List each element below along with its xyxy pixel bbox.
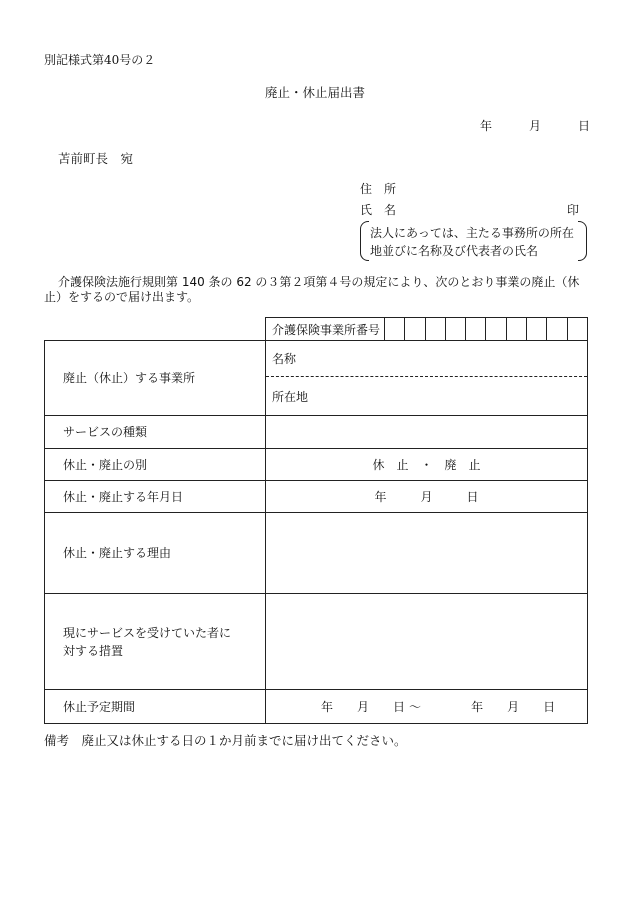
office-number-digit[interactable] xyxy=(405,318,425,340)
date-label: 休止・廃止する年月日 xyxy=(45,481,266,512)
office-number-label: 介護保険事業所番号 xyxy=(266,318,385,340)
service-type-label: サービスの種類 xyxy=(45,416,266,448)
measures-field[interactable] xyxy=(266,594,587,689)
date-day: 日 xyxy=(466,490,479,504)
seal-label: 印 xyxy=(567,203,580,217)
facility-value xyxy=(266,341,587,415)
service-type-row xyxy=(45,416,587,449)
name-label: 氏 名 xyxy=(360,203,397,217)
date-day: 日 xyxy=(578,119,591,133)
period-field[interactable] xyxy=(266,690,587,723)
date-field[interactable] xyxy=(266,481,587,512)
reason-field[interactable] xyxy=(266,513,587,593)
office-number-digit[interactable] xyxy=(486,318,506,340)
period-start-month: 月 xyxy=(357,700,370,714)
reason-row xyxy=(45,513,587,594)
category-label: 休止・廃止の別 xyxy=(45,449,266,480)
facility-name-label: 名称 xyxy=(272,352,297,366)
measures-row xyxy=(45,594,587,690)
period-end-year: 年 xyxy=(471,700,484,714)
office-number-digit[interactable] xyxy=(527,318,547,340)
facility-name-field[interactable] xyxy=(266,341,587,377)
period-end-day: 日 xyxy=(543,700,556,714)
corporate-note: 法人にあっては、主たる事務所の所在地並びに名称及び代表者の氏名 xyxy=(370,226,574,258)
facility-location-field[interactable] xyxy=(266,377,587,415)
office-number-digit[interactable] xyxy=(466,318,486,340)
measures-label: 現にサービスを受けていた者に対する措置 xyxy=(45,594,266,689)
period-start-year: 年 xyxy=(321,700,334,714)
form-table xyxy=(44,340,588,724)
period-start-day: 日 xyxy=(393,700,406,714)
facility-row xyxy=(45,341,587,416)
page-title: 廃止・休止届出書 xyxy=(264,85,365,100)
office-number-digit[interactable] xyxy=(547,318,567,340)
office-number-row xyxy=(265,317,588,341)
date-month: 月 xyxy=(420,490,433,504)
period-row xyxy=(45,690,587,723)
period-label: 休止予定期間 xyxy=(45,690,266,723)
address-label: 住 所 xyxy=(360,182,397,196)
submission-date xyxy=(480,117,590,134)
category-row xyxy=(45,449,587,481)
office-number-digit[interactable] xyxy=(385,318,405,340)
reason-label: 休止・廃止する理由 xyxy=(45,513,266,593)
date-year: 年 xyxy=(374,490,387,504)
category-field[interactable] xyxy=(266,449,587,480)
facility-label: 廃止（休止）する事業所 xyxy=(45,341,266,415)
date-month: 月 xyxy=(529,119,542,133)
bracket-left xyxy=(360,221,369,261)
office-number-digit[interactable] xyxy=(507,318,527,340)
office-number-digit[interactable] xyxy=(568,318,587,340)
addressee: 苫前町長 宛 xyxy=(58,151,134,166)
office-number-digit[interactable] xyxy=(426,318,446,340)
facility-location-label: 所在地 xyxy=(272,389,309,404)
period-tilde: ～ xyxy=(409,700,422,714)
date-row xyxy=(45,481,587,513)
service-type-field[interactable] xyxy=(266,416,587,448)
body-text: 介護保険法施行規則第 140 条の 62 の３第２項第４号の規定により、次のとおり事業の廃止（休止）をするので届け出ます。 xyxy=(44,275,580,304)
period-end-month: 月 xyxy=(507,700,520,714)
remark: 備考 廃止又は休止する日の１か月前までに届け出てください。 xyxy=(44,733,407,748)
category-value: 休 止 ・ 廃 止 xyxy=(372,458,481,472)
date-year: 年 xyxy=(480,119,493,133)
form-label: 別記様式第40号の２ xyxy=(44,53,156,67)
office-number-digit[interactable] xyxy=(446,318,466,340)
